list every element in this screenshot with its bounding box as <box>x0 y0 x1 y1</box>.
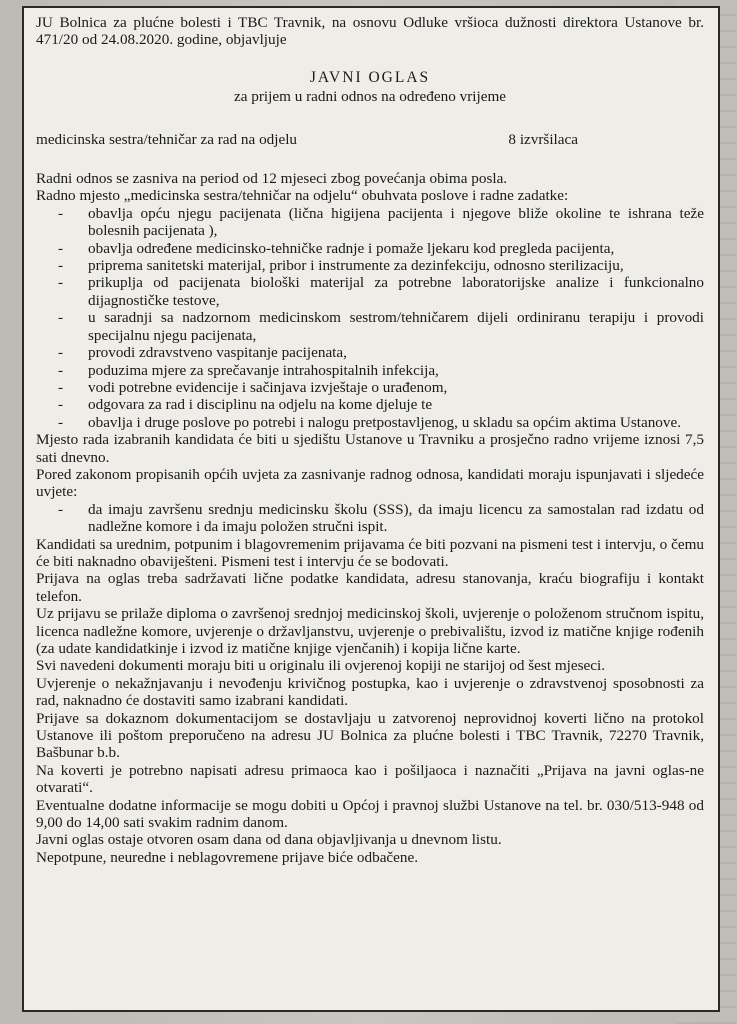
paragraph-application-content: Prijava na oglas treba sadržavati lične podatke kandidata, adresu stanovanja, kraću biografiju i kontakt telefon. <box>36 570 704 605</box>
list-item: - u saradnji sa nadzornom medicinskom sestrom/tehničarem dijeli ordiniranu terapiju i provodi specijalnu njegu pacijenata, <box>58 309 704 344</box>
position-row <box>36 131 704 148</box>
notice-subtitle: za prijem u radni odnos na određeno vrijeme <box>233 88 507 106</box>
list-item: - obavlja određene medicinsko-tehničke radnje i pomaže ljekaru kod pregleda pacijenta, <box>58 240 704 257</box>
list-item: - priprema sanitetski materijal, pribor i instrumente za dezinfekciju, odnosno sterilizaciju, <box>58 257 704 274</box>
intro-text: JU Bolnica za plućne bolesti i TBC Travnik, na osnovu Odluke vršioca dužnosti direktora Ustanove br. 471/20 od 24.08.2020. godine, objavljuje <box>36 14 704 49</box>
paragraph-open-period: Javni oglas ostaje otvoren osam dana od dana objavljivanja u dnevnom listu. <box>36 831 502 849</box>
paragraph-later-documents: Uvjerenje o nekažnjavanju i nevođenju krivičnog postupka, kao i uvjerenje o zdravstvenoj sposobnosti za rad, naknadno će dostaviti samo izabrani kandidati. <box>36 674 704 710</box>
list-item: - vodi potrebne evidencije i sačinjava izvještaje o urađenom, <box>58 379 704 396</box>
list-item: - prikuplja od pacijenata biološki materijal za potrebne laboratorijske analize i funkcionalno dijagnostičke testove, <box>58 274 704 309</box>
list-item: - odgovara za rad i disciplinu na odjelu na kome djeluje te <box>58 396 704 413</box>
list-item: - obavlja opću njegu pacijenata (lična higijena pacijenta i njegove bliže okoline te ishrana teže bolesnih pacijenata ), <box>58 205 704 240</box>
paragraph-duties-intro: Radno mjesto „medicinska sestra/tehničar na odjelu“ obuhvata poslove i radne zadatke: <box>36 187 569 205</box>
requirements-list <box>36 501 704 536</box>
paragraph-interview: Kandidati sa urednim, potpunim i blagovremenim prijavama će biti pozvani na pismeni test i intervju, o čemu će biti naknadno obaviješteni. Pismeni test i intervju će se bodovati. <box>36 535 704 570</box>
paragraph-document-validity: Svi navedeni dokumenti moraju biti u originalu ili ovjerenoj kopiji ne starijoj od šest mjeseci. <box>36 657 606 675</box>
list-item: - da imaju završenu srednju medicinsku školu (SSS), da imaju licencu za samostalan rad izdatu od nadležne komore i da imaju položen stručni ispit. <box>58 501 704 536</box>
paragraph-contact: Eventualne dodatne informacije se mogu dobiti u Općoj i pravnoj službi Ustanove na tel. br. 030/513-948 od 9,00 do 14,00 sati svakim radnim danom. <box>36 796 704 832</box>
paragraph-envelope: Na koverti je potrebno napisati adresu primaoca kao i pošiljaoca i naznačiti „Prijava na javni oglas-ne otvarati“. <box>36 761 704 797</box>
paragraph-submission: Prijave sa dokaznom dokumentacijom se dostavljaju u zatvorenoj neprovidnoj koverti lično na protokol Ustanove ili poštom preporučeno na adresu JU Bolnica za plućne bolesti i TBC Travnik, 72270 Travnik, Bašbunar b.b. <box>36 709 704 762</box>
notice-title: JAVNI OGLAS <box>309 68 431 86</box>
position-count: 8 izvršilaca <box>508 130 578 148</box>
position-name: medicinska sestra/tehničar za rad na odjelu <box>36 130 298 148</box>
list-item: - provodi zdravstveno vaspitanje pacijenata, <box>58 344 704 361</box>
task-list <box>36 205 704 431</box>
paragraph-conditions-intro: Pored zakonom propisanih općih uvjeta za zasnivanje radnog odnosa, kandidati moraju ispunjavati i sljedeće uvjete: <box>36 465 704 501</box>
list-item: - obavlja i druge poslove po potrebi i nalogu pretpostavljenog, u skladu sa općim aktima Ustanove. <box>58 414 704 431</box>
paragraph-attachments: Uz prijavu se prilaže diploma o završenoj srednjoj medicinskoj školi, uvjerenje o položenom stručnom ispitu, licenca nadležne komore, uvjerenje o državljanstvu, uvjerenje o prebivalištu, izvod iz matične knjige rođenih (za udate kandidatkinje i izvod iz matične knjige vjenčanih) i kopija lične karte. <box>36 605 704 657</box>
paragraph-duration: Radni odnos se zasniva na period od 12 mjeseci zbog povećanja obima posla. <box>36 170 508 188</box>
list-item: - poduzima mjere za sprečavanje intrahospitalnih infekcija, <box>58 362 704 379</box>
paragraph-rejection: Nepotpune, neuredne i neblagovremene prijave biće odbačene. <box>36 848 419 866</box>
public-notice-box <box>22 6 720 1012</box>
paragraph-workplace: Mjesto rada izabranih kandidata će biti u sjedištu Ustanove u Travniku a prosječno radno vrijeme iznosi 7,5 sati dnevno. <box>36 431 704 466</box>
